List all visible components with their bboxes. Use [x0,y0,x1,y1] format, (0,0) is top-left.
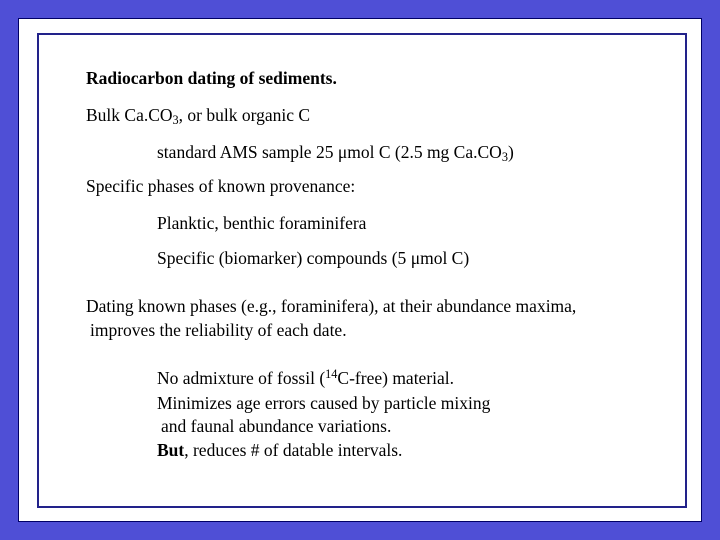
biomarker-prefix: Specific (biomarker) compounds (5 [157,248,411,268]
ams-line [157,142,514,162]
bulk-subscript: 3 [172,113,179,127]
forams-line: Planktic, benthic foraminifera [157,213,367,233]
dating-line-1: Dating known phases (e.g., foraminifera), at their abundance maxima, [86,296,577,316]
ams-suffix: ) [507,142,514,162]
ams-mid: mol C (2.5 mg Ca.CO [347,142,502,162]
specific-phases-line: Specific phases of known provenance: [86,176,356,196]
but-bold: But [157,440,185,460]
ams-prefix: standard AMS sample 25 [157,142,338,162]
biomarker-line [157,248,469,268]
but-line [157,440,402,460]
admixture-suffix: C-free) material. [337,368,455,388]
biomarker-mu: μ [410,248,421,268]
dating-line-2: improves the reliability of each date. [90,320,347,340]
bulk-line [86,105,310,125]
ams-subscript: 3 [501,150,508,164]
admixture-superscript: 14 [325,367,338,381]
but-rest: , reduces # of datable intervals. [184,440,403,460]
minimizes-line-2: and faunal abundance variations. [161,416,392,436]
ams-mu: μ [337,142,348,162]
bulk-suffix: , or bulk organic C [178,105,311,125]
minimizes-line-1: Minimizes age errors caused by particle mixing [157,393,491,413]
biomarker-suffix: mol C) [420,248,470,268]
bulk-prefix: Bulk Ca.CO [86,105,173,125]
admixture-line [157,368,454,388]
admixture-prefix: No admixture of fossil ( [157,368,326,388]
slide-title: Radiocarbon dating of sediments. [86,68,337,88]
